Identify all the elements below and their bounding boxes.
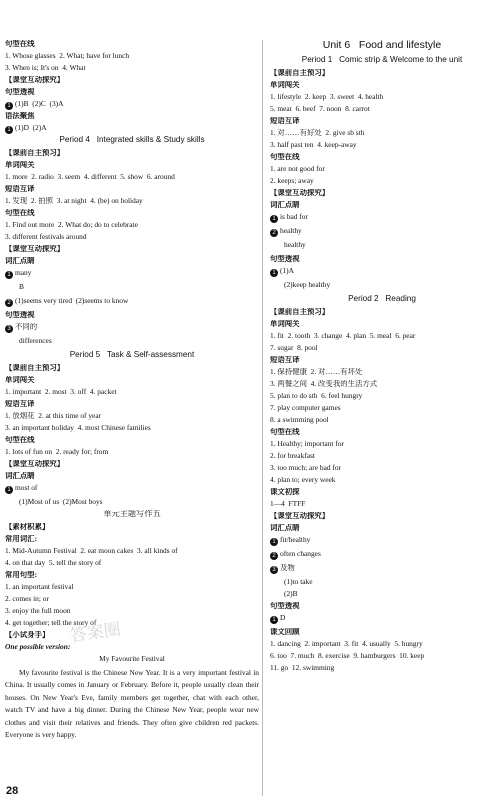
unit-title: Unit 6 Food and lifestyle bbox=[322, 40, 442, 51]
heading: 词汇点睛 bbox=[270, 201, 300, 209]
answer-line: differences bbox=[19, 337, 52, 345]
answer-line: 4. get together; tell the story of bbox=[5, 619, 97, 627]
writing-title: 单元主题写作五 bbox=[103, 510, 161, 518]
answer-line: 1 is bad for bbox=[270, 213, 494, 227]
section-header: 【小试身手】 bbox=[5, 631, 50, 639]
answer-line: 1. lots of fun on 2. ready for; from bbox=[5, 448, 109, 456]
heading: 词汇点睛 bbox=[270, 524, 300, 532]
answer-line: healthy bbox=[284, 241, 306, 249]
number-marker-icon: 1 bbox=[5, 486, 13, 494]
number-marker-icon: 1 bbox=[5, 271, 13, 279]
answer-line: 4. plan to; every week bbox=[270, 476, 336, 484]
answer-line: 7. play computer games bbox=[270, 404, 341, 412]
answer-line: B bbox=[19, 283, 24, 291]
essay-body: My favourite festival is the Chinese New Year. It is a very important festival in China. It usually comes in January or February. Before it, people usually clean their houses. On New Year's Eve, family members get together, chat with each other, watch TV and have a big dinner. During the Chinese New Year, people wear new clothes and visit their relatives and friends. They often give children red packets. Everyone is very happy. bbox=[5, 668, 259, 740]
heading: 句型在线 bbox=[5, 209, 35, 217]
answer-line: 1. dancing 2. important 3. fit 4. usually 5. hungry bbox=[270, 640, 423, 648]
heading: 常用词汇: bbox=[5, 535, 38, 543]
answer-line: (2)B bbox=[284, 590, 298, 598]
answer-line: 1 D bbox=[270, 614, 494, 628]
answer-line: 2 (1)seems very tired (2)seems to know bbox=[5, 297, 259, 311]
answer-line: 2. for breakfast bbox=[270, 452, 315, 460]
answer-line: 4. on that day 5. tell the story of bbox=[5, 559, 102, 567]
watermark: 答案圈 bbox=[68, 619, 123, 647]
heading: 语法聚焦 bbox=[5, 112, 35, 120]
section-header: 【课堂互动探究】 bbox=[5, 245, 65, 253]
section-header: 【课堂互动探究】 bbox=[5, 76, 65, 84]
answer-line: 3. When is; It's on 4. What bbox=[5, 64, 86, 72]
number-marker-icon: 1 bbox=[5, 102, 13, 110]
answer-line: 1. Mid-Autumn Festival 2. eat moon cakes 3. all kinds of bbox=[5, 547, 178, 555]
number-marker-icon: 2 bbox=[270, 229, 278, 237]
answer-line: 1. fit 2. tooth 3. change 4. plan 5. meal 6. pear bbox=[270, 332, 416, 340]
answer-line: 11. go 12. swimming bbox=[270, 664, 335, 672]
answer-line: (1)to take bbox=[284, 578, 313, 586]
answer-line: 1. 对……有好处 2. give sb sth bbox=[270, 129, 365, 137]
period-title: Period 4 Integrated skills & Study skills bbox=[59, 136, 205, 144]
section-header: 【课前自主预习】 bbox=[270, 308, 330, 316]
answer-line: 1. 发现 2. 拍照 3. at night 4. (be) on holiday bbox=[5, 197, 143, 205]
answer-line: 3. different festivals around bbox=[5, 233, 87, 241]
section-header: 【素材积累】 bbox=[5, 523, 50, 531]
heading: 单词闯关 bbox=[5, 161, 35, 169]
answer-line: 5. meat 6. beef 7. noon 8. carrot bbox=[270, 105, 370, 113]
number-marker-icon: 3 bbox=[5, 325, 13, 333]
answer-line: 8. a swimming pool bbox=[270, 416, 329, 424]
section-header: 【课堂互动探究】 bbox=[270, 189, 330, 197]
period-title: Period 5 Task & Self-assessment bbox=[69, 351, 195, 359]
answer-line: 1. more 2. radio 3. seem 4. different 5. show 6. around bbox=[5, 173, 175, 181]
heading: 句型在线 bbox=[270, 428, 300, 436]
answer-line: 1 (1)D (2)A bbox=[5, 124, 259, 136]
answer-line: 1. Whose glasses 2. What; have for lunch bbox=[5, 52, 130, 60]
heading: 句型透视 bbox=[5, 88, 35, 96]
answer-line: 1. important 2. most 3. off 4. packet bbox=[5, 388, 117, 396]
number-marker-icon: 1 bbox=[270, 616, 278, 624]
number-marker-icon: 1 bbox=[270, 538, 278, 546]
heading: 单词闯关 bbox=[5, 376, 35, 384]
answer-line: 3 不同的 bbox=[5, 323, 259, 337]
heading: 短语互译 bbox=[5, 185, 35, 193]
number-marker-icon: 2 bbox=[5, 299, 13, 307]
left-column bbox=[5, 40, 259, 767]
heading: 短语互译 bbox=[5, 400, 35, 408]
answer-line: 3. too much; are bad for bbox=[270, 464, 342, 472]
period-title: Period 1 Comic strip & Welcome to the unit bbox=[301, 56, 463, 64]
answer-line: 1 fit/healthy bbox=[270, 536, 494, 550]
heading: 句型透视 bbox=[270, 255, 300, 263]
heading: 短语互译 bbox=[270, 356, 300, 364]
heading: 单词闯关 bbox=[270, 81, 300, 89]
number-marker-icon: 2 bbox=[270, 552, 278, 560]
column-divider bbox=[262, 40, 263, 796]
page-number: 28 bbox=[6, 785, 19, 797]
heading: 句型透视 bbox=[270, 602, 300, 610]
heading: 句型在线 bbox=[5, 40, 35, 48]
section-header: 【课前自主预习】 bbox=[5, 149, 65, 157]
number-marker-icon: 1 bbox=[270, 215, 278, 223]
answer-line: 1 many bbox=[5, 269, 259, 283]
answer-line: 2 often changes bbox=[270, 550, 494, 564]
heading: 句型在线 bbox=[270, 153, 300, 161]
answer-line: 5. plan to do sth 6. feel hungry bbox=[270, 392, 363, 400]
answer-line: 1. Healthy; important for bbox=[270, 440, 344, 448]
number-marker-icon: 1 bbox=[5, 126, 13, 134]
heading: 句型透视 bbox=[5, 311, 35, 319]
essay-title: My Favourite Festival bbox=[99, 655, 165, 663]
answer-line: 3. half past ten 4. keep-away bbox=[270, 141, 357, 149]
number-marker-icon: 1 bbox=[270, 269, 278, 277]
answer-line: 2 healthy bbox=[270, 227, 494, 241]
answer-line: 2. keeps; away bbox=[270, 177, 314, 185]
answer-line: 3 及物 bbox=[270, 564, 494, 578]
answer-line: 3. an important holiday 4. most Chinese families bbox=[5, 424, 151, 432]
answer-line: 1. lifestyle 2. keep 3. sweet 4. health bbox=[270, 93, 384, 101]
answer-line: 2. comes in; or bbox=[5, 595, 49, 603]
number-marker-icon: 3 bbox=[270, 566, 278, 574]
answer-line: 1. 放烟花 2. at this time of year bbox=[5, 412, 102, 420]
answer-line: 1. an important festival bbox=[5, 583, 74, 591]
answer-line: 1. Find out more 2. What do; do to celebrate bbox=[5, 221, 138, 229]
answer-line: 1 (1)A bbox=[270, 267, 494, 281]
section-header: 【课堂互动探究】 bbox=[5, 460, 65, 468]
answer-line: 1. 保持健康 2. 对……有坏处 bbox=[270, 368, 363, 376]
answer-line: 3. 两餐之间 4. 改变我的生活方式 bbox=[270, 380, 378, 388]
period-title: Period 2 Reading bbox=[348, 295, 416, 303]
heading: 句型在线 bbox=[5, 436, 35, 444]
heading: 单词闯关 bbox=[270, 320, 300, 328]
section-header: 【课前自主预习】 bbox=[270, 69, 330, 77]
heading: 词汇点睛 bbox=[5, 257, 35, 265]
heading: 常用句型: bbox=[5, 571, 38, 579]
answer-line: 7. sugar 8. pool bbox=[270, 344, 318, 352]
section-header: 【课前自主预习】 bbox=[5, 364, 65, 372]
heading: 词汇点睛 bbox=[5, 472, 35, 480]
heading: 课文初探 bbox=[270, 488, 300, 496]
answer-line: 1. are not good for bbox=[270, 165, 325, 173]
answer-line: (1)Most of us (2)Most boys bbox=[19, 498, 103, 506]
answer-line: (2)keep healthy bbox=[284, 281, 331, 289]
section-header: 【课堂互动探究】 bbox=[270, 512, 330, 520]
sample-label: One possible version: bbox=[5, 643, 71, 651]
answer-line: 1—4 FTFF bbox=[270, 500, 306, 508]
heading: 短语互译 bbox=[270, 117, 300, 125]
heading: 课文回顾 bbox=[270, 628, 300, 636]
answer-line: 1 (1)B (2)C (3)A bbox=[5, 100, 259, 112]
answer-line: 1 most of bbox=[5, 484, 259, 498]
answer-line: 3. enjoy the full moon bbox=[5, 607, 71, 615]
answer-line: 6. too 7. much 8. exercise 9. hamburgers 10. keep bbox=[270, 652, 425, 660]
right-column bbox=[270, 40, 494, 676]
